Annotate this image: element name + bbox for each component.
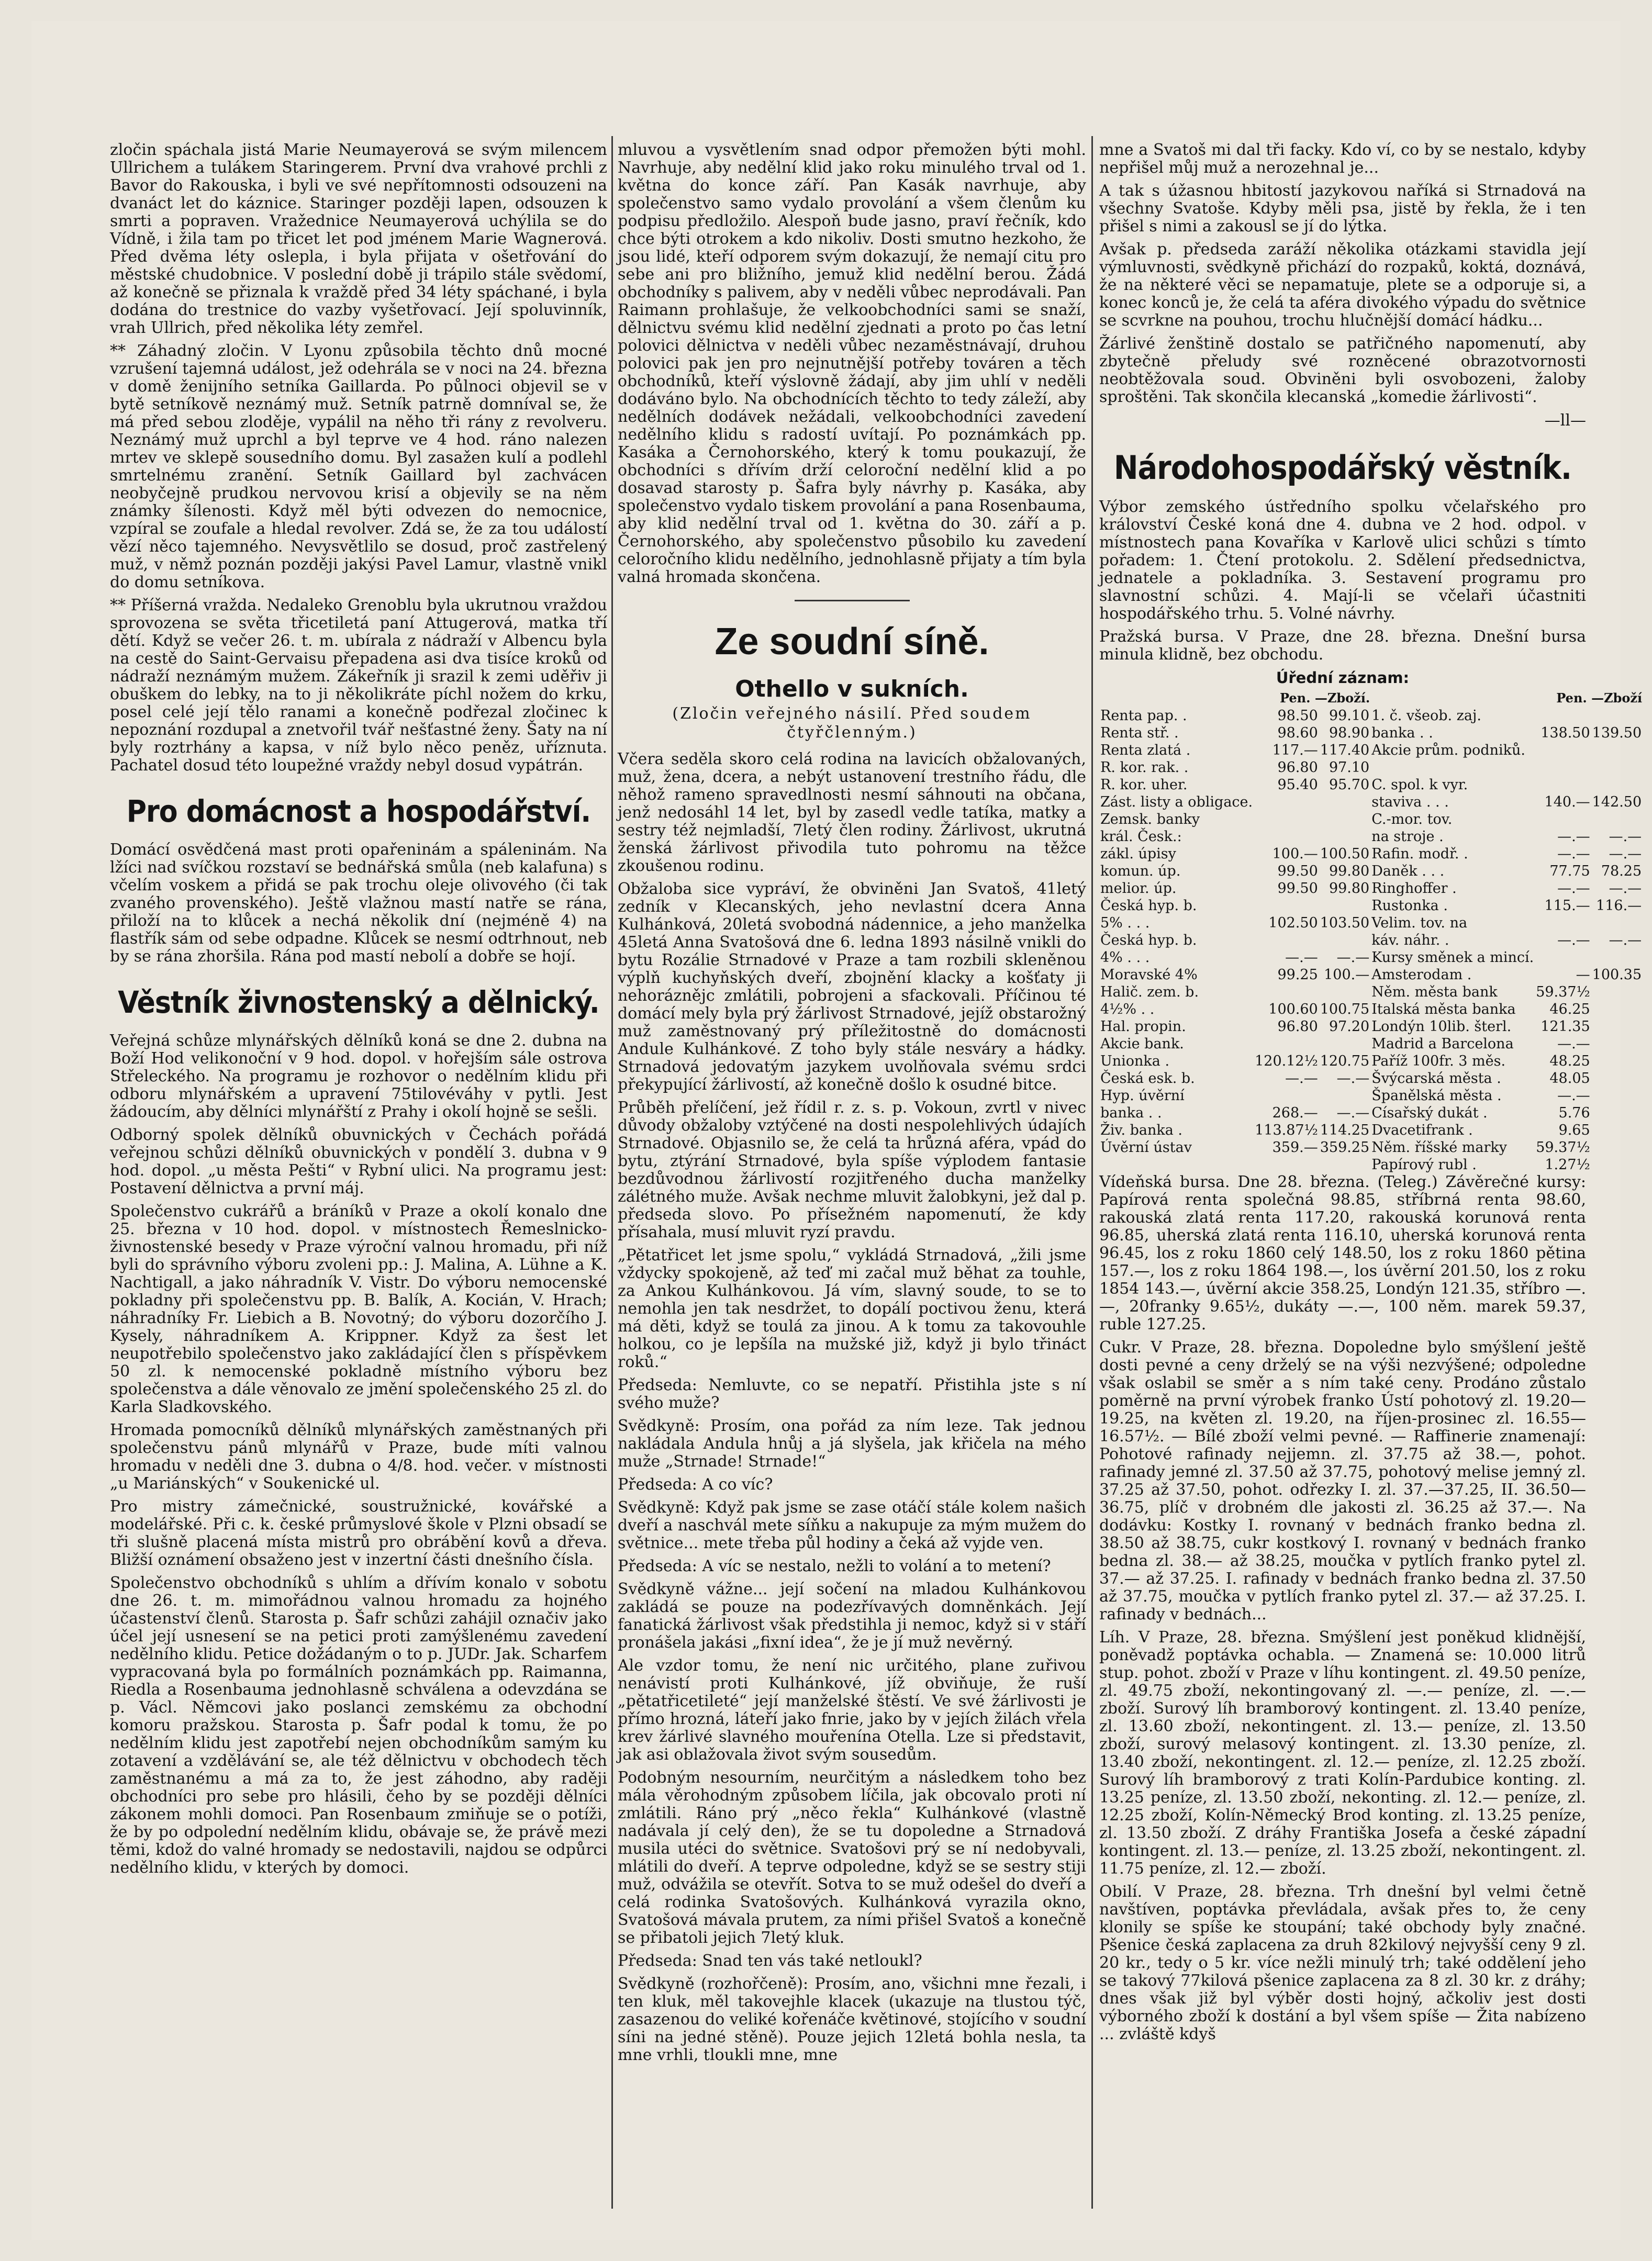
article-paragraph: Veřejná schůze mlynářských dělníků koná se dne 2. dubna na Boží Hod velikonoční v 9 hod. dopol. v hořejším sále ostrova Střeleckého. Na programu je rozhovor o nedělním klidu při odboru mlynářském a upravení 75tilovéváhy v pytli. Jest žádoucím, aby dělníci mlynářští z Prahy i okolí hojně se sešli. xyxy=(110,1031,607,1121)
table-cell xyxy=(1535,811,1591,828)
table-cell: Akcie prům. podniků. xyxy=(1371,742,1525,759)
table-column-header: Pen. —Zboží xyxy=(1556,690,1643,706)
article-paragraph: Avšak p. předseda zaráží několika otázkami stavidla její výmluvnosti, svědkyně přichází do rozpaků, koktá, doznává, že na některé věci se nepamatuje, plete se a odporuje si, a konec konců je, že celá ta aféra divokého výpadu do světnice se scvrkne na pouhou, trochu hlučnější domácí hádku... xyxy=(1099,240,1586,330)
table-cell: Moravské 4% xyxy=(1100,967,1198,983)
table-cell: —.— xyxy=(1285,1070,1318,1087)
table-cell: 100.— xyxy=(1272,846,1318,863)
table-cell: 100.35 xyxy=(1592,967,1642,983)
table-row xyxy=(1099,742,1643,759)
table-cell: —.— xyxy=(1336,1105,1370,1122)
table-cell: banka . . xyxy=(1371,725,1433,742)
table-cell: 99.25 xyxy=(1277,967,1318,983)
table-cell: 48.05 xyxy=(1549,1070,1590,1087)
table-cell: melior. úp. xyxy=(1100,880,1177,897)
section-heading-economy: Národohospodářský věstník. xyxy=(1113,449,1572,487)
table-row xyxy=(1099,1139,1643,1156)
table-row xyxy=(1099,914,1643,932)
article-paragraph: Odborný spolek dělníků obuvnických v Čechách pořádá veřejnou schůzi dělníků obuvnických v pondělí 3. dubna v 9 hod. dopol. „u města Pešti“ v Rybní ulici. Na programu jest: Postavení dělnictva a první máj. xyxy=(110,1125,607,1197)
table-cell: Paříž 100fr. 3 měs. xyxy=(1371,1053,1506,1070)
table-cell: Renta stř. . xyxy=(1100,725,1179,742)
table-cell xyxy=(1254,1087,1319,1104)
article-paragraph: Předseda: Nemluvte, co se nepatří. Přistihla jste s ní svého muže? xyxy=(618,1375,1086,1412)
article-paragraph: mluvou a vysvětlením snad odpor přemožen býti mohl. Navrhuje, aby nedělní klid jako roku minulého trval od 1. května do konce září. Pan Kasák navrhuje, aby společenstvo samo vydalo provolání a všem členům ku podpisu předložilo. Alespoň bude jasno, praví řečník, kdo chce býti otrokem a kdo nikoliv. Dosti smutno hezkoho, že jsou lidé, kteří odporem svým dokazují, že nemají citu pro sebe ani pro bližního, jemuž klid nedělní berou. Žádá obchodníky s palivem, aby v neděli vůbec neprodávali. Pan Raimann prohlašuje, že velkoobchodníci sami se snaží, dělnictvu svému klid nedělní zjednati a proto po čas letní polovici dělnictva v neděli vůbec nezaměstnávají, druhou polovici pak jen pro nejnutnější potřeby továren a těch obchodníků, kteří výslovně žádají, aby jim uhlí v neděli dodáváno bylo. Na obchodnících těchto to tedy záleží, aby nedělních dodávek nežádali, velkoobchodníci zavedení nedělního klidu s radostí uvítají. Po poznámkách pp. Kasáka a Černohorského, který k tomu poukazují, že obchodníci s dřívím drží celoroční nedělní klid a po dosavad starosty p. Šafra byly návrhy p. Kasáka, aby společenstvo vydalo tiskem provolání a pana Rosenbauma, aby klid nedělní trval od 1. května do 30. září a p. Černohorského, aby společenstvo působilo ku zavedení celoročního klidu nedělního, jednohlasně přijaty a tím byla valná hromada skončena. xyxy=(618,141,1086,586)
table-cell: 99.10 xyxy=(1329,708,1370,724)
table-cell: —.— xyxy=(1557,880,1590,897)
table-cell: —.— xyxy=(1557,829,1590,845)
article-paragraph: Pro mistry zámečnické, soustružnické, kovářské a modelářské. Při c. k. české průmyslové škole v Plzni obsadí se tři slušně placená místa mistrů pro obrábění kovů a dřeva. Bližší oznámení obsaženo jest v inzertní části dnešního čísla. xyxy=(110,1497,607,1569)
table-row xyxy=(1099,863,1643,880)
table-cell xyxy=(1591,707,1643,724)
table-cell: Rafin. modř. . xyxy=(1371,846,1468,863)
table-cell: 1. č. všeob. zaj. xyxy=(1371,708,1481,724)
table-cell: —.— xyxy=(1609,932,1642,949)
table-row xyxy=(1099,1156,1643,1173)
column-rule xyxy=(1091,136,1093,2209)
table-cell: 97.20 xyxy=(1329,1018,1370,1035)
article-paragraph: Předseda: A víc se nestalo, nežli to volání a to metení? xyxy=(618,1557,1051,1575)
table-cell: 115.— xyxy=(1544,898,1590,914)
table-cell xyxy=(1535,914,1591,932)
article-paragraph: Společenstvo cukrářů a bráníků v Praze a okolí konalo dne 25. března v 10 hod. dopol. v místnostech Řemeslnicko-živnostenské besedy v Praze výroční valnou hromadu, při níž byli do správního výboru zvoleni pp.: J. Malina, A. Lühne a K. Nachtigall, a jako náhradník V. Vistr. Do výboru nemocenské pokladny při společenstvu pp. B. Balík, A. Kocián, V. Hrach; náhradníky Fr. Liebich a B. Novotný; do výboru dozorčího J. Kysely, náhradníkem A. Krippner. Když za šest let neupotřebilo společenstvo jako zakládající člen s příspěvkem 50 zl. k nemocenské pokladně místního výboru bez společenstva a dále věnovalo ze jmění společenského 25 zl. do Karla Sladkovského. xyxy=(110,1202,607,1416)
article-paragraph: Včera seděla skoro celá rodina na lavicích obžalovaných, muž, žena, dcera, a nebýt ustanovení trestního řádu, dle něhož rameno spravedlnosti nesmí sáhnouti na občana, jenž nedosáhl 14 let, byl by zasedl vedle tatíka, matky a sestry též nejmladší, 7letý člen rodiny. Žárlivost, ukrutná ženská žárlivost přivodila tuto pohromu na těžce zkoušenou rodinu. xyxy=(618,749,1086,875)
table-cell: 5.76 xyxy=(1558,1105,1590,1122)
table-cell: Velim. tov. na xyxy=(1371,915,1468,932)
table-cell: 99.50 xyxy=(1277,863,1318,880)
table-cell: 96.80 xyxy=(1277,759,1318,776)
section-heading-court: Ze soudní síně. xyxy=(715,621,989,663)
table-cell: 268.— xyxy=(1272,1105,1318,1122)
table-cell: 114.25 xyxy=(1320,1122,1370,1139)
article-paragraph: zločin spáchala jistá Marie Neumayerová se svým milencem Ullrichem a tulákem Staringerem. První dva vrahové prchli z Bavor do Rakouska, i byli ve své nepřítomnosti odsouzeni na dvanáct let do káznice. Staringer později lapen, odsouzen k smrti a popraven. Vražednice Neumayerová uchýlila se do Vídně, i žila tam po třicet let pod jménem Marie Wagnerová. Před dvěma léty oslepla, i byla přijata v ošetřování do městské chudobnice. V poslední době ji trápilo stále svědomí, až konečně se přiznala k vraždě před 34 léty spáchané, i byla dodána do trestnice do vazby vyšetřovací. Její spoluvinník, vrah Ullrich, před několika léty zemřel. xyxy=(110,141,607,337)
table-cell: 97.10 xyxy=(1329,759,1370,776)
table-cell: 117.40 xyxy=(1320,742,1370,759)
article-title: Othello v sukních. xyxy=(735,675,969,702)
article-paragraph: ** Záhadný zločin. V Lyonu způsobila těchto dnů mocné vzrušení tajemná událost, jež odehrála se v noci na 24. března v domě ženijního setníka Gaillarda. Po půlnoci objevil se v bytě setníkově neznámý muž. Setník patrně domníval se, že má před sebou zloděje, vypálil na něho tři rány z revolveru. Neznámý muž uprchl a byl teprve ve 4 hod. ráno nalezen mrtev ve sklepě sousedního domu. Byl zasažen kulí a podlehl smrtelnému zranění. Setník Gaillard byl zachvácen neobyčejně prudkou nervovou krisí a objevily se na něm známky šílenosti. Když měl býti odvezen do nemocnice, vzpíral se zoufale a hledal revolver. Zdá se, že za tou událostí vězí něco tajemného. Nevysvětlilo se dosud, proč zastřelený muž, v němž poznán později jakýsi Pavel Lamur, vlastně vnikl do domu setníkova. xyxy=(110,342,607,591)
table-cell: Česká esk. b. xyxy=(1100,1070,1195,1087)
table-cell xyxy=(1319,1156,1370,1173)
table-cell: C. spol. k vyr. xyxy=(1371,777,1468,793)
article-subtitle: (Zločin veřejného násilí. Před soudem čtyřčlenným.) xyxy=(672,704,1032,742)
table-cell: 98.60 xyxy=(1277,725,1318,742)
end-mark: —ll— xyxy=(1544,411,1586,430)
table-cell: 100.75 xyxy=(1320,1001,1370,1018)
table-cell: 48.25 xyxy=(1549,1053,1590,1070)
table-cell xyxy=(1591,776,1643,793)
table-cell: Unionka . xyxy=(1100,1053,1170,1070)
table-cell: káv. náhr. . xyxy=(1371,932,1449,949)
table-cell: Londýn 10lib. šterl. xyxy=(1371,1018,1512,1035)
table-cell xyxy=(1319,983,1370,1001)
article-paragraph: Vídeňská bursa. Dne 28. března. (Teleg.) Závěrečné kursy: Papírová renta společná 98.85, stříbrná renta 98.60, rakouská zlatá renta 117.20, rakouská korunová renta 96.85, uherská zlatá renta 116.10, uherská korunová renta 96.45, los z roku 1860 celý 148.50, los z roku 1860 pětina 157.—, los z roku 1864 198.—, los úvěrní 201.50, los z roku 1854 143.—, úvěrní akcie 358.25, Londýn 121.35, stříbro —.—, 20franky 9.65½, dukáty —.—, 100 něm. marek 59.37, ruble 127.25. xyxy=(1099,1173,1586,1334)
table-cell xyxy=(1535,776,1591,793)
table-row xyxy=(1099,932,1643,949)
table-cell: 102.50 xyxy=(1268,915,1318,932)
table-cell xyxy=(1591,1104,1643,1122)
table-cell: 138.50 xyxy=(1541,725,1590,742)
table-cell: Renta pap. . xyxy=(1100,708,1187,724)
table-cell: 142.50 xyxy=(1592,794,1642,811)
article-paragraph: Svědkyně: Prosím, ona pořád za ním leze. Tak jednou nakládala Andula hnůj a já slyšela, jak křičela na mého muže „Strnade! Strnade!“ xyxy=(618,1416,1086,1471)
table-cell: Ringhoffer . xyxy=(1371,880,1457,897)
table-cell: 95.40 xyxy=(1277,777,1318,793)
table-cell: 99.80 xyxy=(1329,863,1370,880)
table-cell xyxy=(1370,759,1535,776)
table-cell: 1.27½ xyxy=(1545,1157,1590,1173)
table-cell xyxy=(1591,1087,1643,1104)
article-paragraph: Domácí osvědčená mast proti opařeninám a spáleninám. Na lžíci nad svíčkou rozstaví se bednářská smůla (neb kalafuna) s včelím voskem a přidá se pak trochu oleje olivového (či tak zvaného provenského). Ještě vlažnou mastí natře se rána, přiloží na to klůcek a nechá několik dní (nejméně 4) na flastřík sám od sebe odpadne. Klůcek se nesmí odtrhnout, neb by se rána zhoršila. Rána pod mastí nebolí a dobře se hojí. xyxy=(110,840,607,966)
table-cell: —.— xyxy=(1609,829,1642,845)
table-cell: —.— xyxy=(1609,846,1642,863)
table-cell xyxy=(1591,1001,1643,1018)
table-cell xyxy=(1591,759,1643,776)
table-cell xyxy=(1535,707,1591,724)
table-cell xyxy=(1591,1139,1643,1156)
table-cell: 359.25 xyxy=(1320,1139,1370,1156)
column-middle xyxy=(618,21,1086,2240)
table-row xyxy=(1099,1018,1643,1035)
column-rule xyxy=(611,136,613,2209)
table-cell: 100.50 xyxy=(1320,846,1370,863)
table-cell: 78.25 xyxy=(1601,863,1642,880)
article-paragraph: A tak s úžasnou hbitostí jazykovou naříká si Strnadová na všechny Svatoše. Kdyby měli psa, jistě by řekla, že i ten přišel s nimi a zakousl se jí do lýtka. xyxy=(1099,182,1586,236)
table-cell: na stroje . xyxy=(1371,829,1444,845)
article-paragraph: Cukr. V Praze, 28. března. Dopoledne bylo smýšlení ještě dosti pevné a ceny drželý se na výši nezvýšené; odpoledne však oslabil se směr a s ním také ceny. Prodáno zůstalo poměrně na první výrobek franko Ústí pohotový zl. 19.20—19.25, na květen zl. 19.20, na říjen-prosinec zl. 16.55—16.57½. — Bílé zboží velmi pevné. — Raffinerie znamenají: Pohotové rafinady nejjemn. zl. 37.75 až 38.—, pohot. rafinady jemné zl. 37.50 až 37.75, pohotový melise jemný zl. 37.25 až 37.50, pohot. odřezky I. zl. 37.—37.25, II. 36.50—36.75, plíč v drobném dle jakosti zl. 36.25 až 37.—. Na dodávku: Kostky I. rovnaný v bednách franko bedna zl. 38.50 až 38.75, cukr kostkový I. rovnaný v bednách franko bedna zl. 38.— až 38.25, moučka v pytlích franko pytel zl. 37.— až 37.25. I. rafinady v bednách franko bedna zl. 37.50 až 37.75, moučka v pytlích franko pytel zl. 37.— až 37.25. I. rafinady v bednách... xyxy=(1099,1338,1586,1624)
table-cell: — xyxy=(1576,967,1590,983)
article-paragraph: Obilí. V Praze, 28. března. Trh dnešní byl velmi četně navštíven, poptávka převládala, avšak přes to, že ceny klonily se spíše ke stoupání; také obchody byly značné. Pšenice česká zaplacena za druh 82kilový nejvyšší ceny 9 zl. 20 kr., tedy o 5 kr. více nežli minulý trh; také oddělení jeho se takový 77kilová pšenice zaplacena za 8 zl. 30 kr. z dráhy; dnes však již byl výběr dosti hojný, ačkoliv jest dosti výborného zboží k dostání a byl všem spíše — Žita nabízeno ... zvláště kdyš xyxy=(1099,1883,1586,2044)
table-row xyxy=(1099,983,1643,1001)
table-cell xyxy=(1591,742,1643,759)
table-cell: 77.75 xyxy=(1549,863,1590,880)
table-cell xyxy=(1591,1035,1643,1053)
article-paragraph: Svědkyně: Když pak jsme se zase otáčí stále kolem našich dveří a naschvál mete síňku a nakupuje za mým mužem do světnice... mete třeba půl hodiny a čeká až vyjde ven. xyxy=(618,1498,1086,1552)
table-cell: 120.12½ xyxy=(1255,1053,1318,1070)
table-row xyxy=(1099,724,1643,742)
table-cell xyxy=(1254,932,1319,949)
table-cell: 59.37½ xyxy=(1536,984,1590,1001)
table-cell xyxy=(1591,1122,1643,1139)
table-cell xyxy=(1319,932,1370,949)
table-cell: —.— xyxy=(1336,949,1370,966)
table-cell: Rustonka . xyxy=(1371,898,1448,914)
table-cell: 98.90 xyxy=(1329,725,1370,742)
table-cell: Hyp. úvěrní xyxy=(1100,1088,1185,1104)
table-row xyxy=(1099,759,1643,776)
article-paragraph: „Pětatřicet let jsme spolu,“ vykládá Strnadová, „žili jsme vždycky spokojeně, až teď mi začal muž běhat za touhle, za Ankou Kulhánkovou. Já vím, slavný soude, to se to nemohla jen tak nesdržet, to dopálí poctivou ženu, která má děti, když se toulá za jinou. A k tomu za takovouhle holkou, co je lepšíla na mužské již, když ji bylo třináct roků.“ xyxy=(618,1246,1086,1371)
table-cell xyxy=(1535,759,1591,776)
table-row xyxy=(1099,1087,1643,1104)
table-cell xyxy=(1319,897,1370,914)
table-cell: 121.35 xyxy=(1541,1018,1590,1035)
table-cell xyxy=(1254,793,1319,811)
table-row xyxy=(1099,828,1643,845)
table-cell: 120.75 xyxy=(1320,1053,1370,1070)
table-cell xyxy=(1319,811,1370,828)
table-cell: —.— xyxy=(1609,880,1642,897)
table-cell xyxy=(1591,1070,1643,1087)
table-cell: 359.— xyxy=(1272,1139,1318,1156)
article-paragraph: mne a Svatoš mi dal tři facky. Kdo ví, co by se nestalo, kdyby nepřišel můj muž a nerozehnal je... xyxy=(1099,141,1586,177)
table-cell: Halič. zem. b. xyxy=(1100,984,1199,1001)
table-cell: 140.— xyxy=(1544,794,1590,811)
table-cell: Hal. propin. xyxy=(1100,1018,1186,1035)
table-row xyxy=(1099,811,1643,828)
article-paragraph: Svědkyně vážne... její sočení na mladou Kulhánkovou zakládá se pouze na podezřívavých domněnkách. Její fanatická žárlivost však předstihla ji nemoc, když si v stáří pronášela jakási „fixní idea“, že je jí muž nevěrný. xyxy=(618,1580,1086,1652)
table-cell: 4½% . . xyxy=(1100,1001,1155,1018)
table-cell xyxy=(1591,1053,1643,1070)
article-paragraph: Obžaloba sice vypráví, že obviněni Jan Svatoš, 41letý zedník v Klecanských, jeho nevlastní dcera Anna Kulhánková, 20letá svobodná nádennice, a jeho manželka 45letá Anna Svatošová dne 6. ledna 1893 násilně vnikli do bytu Rozálie Strnadové v Praze a tam rozbili skleněnou výplň kuchyňských dveří, zbojnění klacky a košťaty ji nehoráznějc zmlátili, pobrojeni a sfackovali. Příčinou té domácí mely byla prý žárlivost Strnadové, jejíž obstarožný muž zaměstnovaný prý příležitostně do domácnosti Andule Kulhánkové. Z toho byly stále nesváry a hádky. Strnadová jedovatým jazykem uvolňovala svému srdci překypující žárlivostí, až konečně došlo k osudné bitce. xyxy=(618,879,1086,1094)
table-cell: 4% . . . xyxy=(1100,949,1150,966)
table-cell: banka . . xyxy=(1100,1105,1162,1122)
table-row xyxy=(1099,897,1643,914)
table-cell xyxy=(1591,914,1643,932)
article-paragraph: Svědkyně (rozhořčeně): Prosím, ano, všichni mne řezali, i ten kluk, měl takovejhle klacek (ukazuje na tlustou týč, zasazenou do veliké kořenáče květinové, stojícího v soudní síni na jedné stěně). Pouze jejich 12letá bohla nesla, ta mne vrhli, tloukli mne, mne xyxy=(618,1974,1086,2064)
table-cell xyxy=(1254,983,1319,1001)
table-cell: 113.87½ xyxy=(1255,1122,1318,1139)
table-cell: komun. úp. xyxy=(1100,863,1181,880)
table-cell xyxy=(1535,949,1591,966)
table-cell: 98.50 xyxy=(1277,708,1318,724)
table-cell xyxy=(1319,793,1370,811)
section-heading-household: Pro domácnost a hospodářství. xyxy=(126,793,591,829)
table-cell: 103.50 xyxy=(1320,915,1370,932)
table-cell: 5% . . . xyxy=(1100,915,1150,932)
table-cell: —.— xyxy=(1285,949,1318,966)
table-row xyxy=(1099,1070,1643,1087)
table-cell: —.— xyxy=(1557,846,1590,863)
table-cell: Něm. říšské marky xyxy=(1371,1139,1508,1156)
table-cell xyxy=(1254,1035,1319,1053)
table-row xyxy=(1099,707,1643,724)
table-cell xyxy=(1254,897,1319,914)
table-cell: Císařský dukát . xyxy=(1371,1105,1488,1122)
table-cell: 139.50 xyxy=(1592,725,1642,742)
table-cell: 46.25 xyxy=(1549,1001,1590,1018)
article-paragraph: Předseda: Snad ten vás také netloukl? xyxy=(618,1951,922,1970)
table-cell: Madrid a Barcelona xyxy=(1371,1036,1514,1053)
article-paragraph: Společenstvo obchodníků s uhlím a dřívím konalo v sobotu dne 26. t. m. mimořádnou valnou hromadu za hojného účastenství členů. Starosta p. Šafr schůzi zahájil označiv jako účel její usnesení se na petici proti zamýšlenému zavedení nedělního klidu. Petice dožádaným o to p. JUDr. Jak. Scharfem vypracovaná byla po formálních poznámkách pp. Raimanna, Riedla a Rosenbauma jednohlasně schválena a odevzdána se p. Václ. Němcovi jako poslanci zemskému za obchodní komoru pražskou. Starosta p. Šafr podal k tomu, že po nedělním klidu jest zapotřebí nejen obchodníkům samým ku zotavení a vzdělávání se, ale též dělnictvu v obchodech těch zaměstnanému a má za to, že jest záhodno, aby raději obchodníci pro sebe pro hlásili, čeho by se později dělníci zákonem mohli domoci. Pan Rosenbaum zmiňuje se o potíži, že by po odpolední nedělním klidu, obávaje se, že právě mezi těmi, kdož do valné hromady se nedostavili, najdou se odpůrci nedělního klidu, v kterých by domoci. xyxy=(110,1573,607,1877)
table-cell: 100.60 xyxy=(1268,1001,1318,1018)
table-cell: 96.80 xyxy=(1277,1018,1318,1035)
table-cell: Italská města banka xyxy=(1371,1001,1516,1018)
table-cell: Amsterodam . xyxy=(1371,967,1472,983)
column-left xyxy=(110,21,607,2240)
table-cell xyxy=(1591,1018,1643,1035)
table-cell: 59.37½ xyxy=(1536,1139,1590,1156)
table-cell: Kursy směnek a mincí. xyxy=(1371,949,1534,966)
article-paragraph: Výbor zemského ústředního spolku včelařského pro království České koná dne 4. dubna ve 2 hod. odpol. v místnostech pana Kovaříka v Karlově ulici schůzi s tímto pořadem: 1. Čtení protokolu. 2. Sdělení předsednictva, jednatele a pokladníka. 3. Sestavení programu pro slavnostní schůzi. 4. Mají-li se včelaři účastniti hospodářského trhu. 5. Volné návrhy. xyxy=(1099,498,1586,623)
article-paragraph: Ale vzdor tomu, že není nic určitého, plane zuřivou nenávistí proti Kulhánkové, jíž obviňuje, že ruší „pětatřicetileté“ její manželské štěstí. Ve své žárlivosti je přímo hrozná, láteří jako fnrie, jako by v jejích žilách vřela krev žárlivé slavného mouřenína Otella. Lze si představit, jak asi oblažovala život svým sousedům. xyxy=(618,1656,1086,1764)
table-row xyxy=(1099,845,1643,863)
table-cell xyxy=(1099,1156,1254,1173)
table-cell: Něm. města bank xyxy=(1371,984,1498,1001)
article-paragraph: Průběh přelíčení, jež řídil r. z. s. p. Vokoun, zvrtl v nivec důvody obžaloby vztýčené na dosti nespolehlivých údajích Strnadové. Objasnilo se, že celá ta hrůzná aféra, vpád do bytu, ztýrání Strnadové, byla spíše výplodem fantasie bezdůvodnou žárlivostí rozjitřeného ducha manželky zálétného muže. Avšak nechme mluvit žalobkyni, jež dal p. předseda slovo. Po přísežném napomenutí, že kdy přísahala, musí mluvit ryzí pravdu. xyxy=(618,1098,1086,1241)
table-cell xyxy=(1535,742,1591,759)
table-cell xyxy=(1591,811,1643,828)
table-cell: 9.65 xyxy=(1558,1122,1590,1139)
table-cell xyxy=(1591,949,1643,966)
table-cell: R. kor. rak. . xyxy=(1100,759,1189,776)
table-cell: 116.— xyxy=(1596,898,1642,914)
table-row xyxy=(1099,1104,1643,1122)
table-cell xyxy=(1319,1035,1370,1053)
article-paragraph: Předseda: A co víc? xyxy=(618,1475,773,1494)
table-cell xyxy=(1319,828,1370,845)
separator-rule xyxy=(795,600,910,601)
table-cell xyxy=(1319,1087,1370,1104)
table-cell: 99.50 xyxy=(1277,880,1318,897)
table-cell: 99.80 xyxy=(1329,880,1370,897)
article-paragraph: Podobným nesourním, neurčitým a následkem toho bez mála věrohodným způsobem líčila, jak obcovalo proti ní zmlátili. Ráno prý „něco řekla“ Kulhánkové (vlastně nadávala jí celý den), že se tu dopoledne a Strnadová musila utéci do světnice. Svatošovi prý se ní nedobyvali, mlátili do dveří. A teprve odpoledne, když se se sestry stiji muž, odvážila se otevřít. Sotva to se muž odešel do dveří a celá rodinka Svatošových. Kulhánková vyrazila okno, Svatošová mávala prutem, za ními přišel Svatoš a konečně se přibatoli jejich 7letý kluk. xyxy=(618,1768,1086,1947)
table-cell: —.— xyxy=(1557,932,1590,949)
table-column-header: Pen. —Zboží. xyxy=(1279,690,1370,706)
article-paragraph: Žárlivé ženštině dostalo se patřičného napomenutí, aby zbytečně přeludy své rozněcené obrazotvornosti neobtěžovala soud. Obviněni byli osvobozeni, žaloby sproštěni. Tak skončila klecanská „komedie žárlivosti“. xyxy=(1099,334,1586,406)
article-paragraph: Pražská bursa. V Praze, dne 28. března. Dnešní bursa minula klidně, bez obchodu. xyxy=(1099,628,1586,664)
newspaper-page xyxy=(31,21,1643,2240)
table-cell: 100.— xyxy=(1324,967,1370,983)
table-cell xyxy=(1591,983,1643,1001)
table-cell: Renta zlatá . xyxy=(1100,742,1191,759)
table-cell: Španělská města . xyxy=(1371,1088,1502,1104)
table-row xyxy=(1099,793,1643,811)
table-cell xyxy=(1254,828,1319,845)
table-cell xyxy=(1254,811,1319,828)
article-paragraph: ** Příšerná vražda. Nedaleko Grenoblu byla ukrutnou vraždou sprovozena se světa třicetiletá paní Attugerová, matka tří dětí. Když se večer 26. t. m. ubírala z nádraží v Albencu byla na cestě do Saint-Gervaisu přepadena asi dva tisíce kroků od nádraží neznámým mužem. Zákeřník ji srazil k zemi uděřiv ji obuškem do lebky, na to ji několikráte píchl nožem do krku, posel celé její tělo ranami a konečně podřezal zločinec k nepoznání rozdupal a znetvořil tvář nešťastné ženy. Šaty na ní byly roztrhány a kapsa, v níž bylo něco peněz, uříznuta. Pachatel dosud této loupežné vraždy nebyl dosud vypátrán. xyxy=(110,596,607,775)
column-right xyxy=(1099,21,1643,2240)
table-cell: Zást. listy a obligace. xyxy=(1100,794,1253,811)
table-cell: Dvacetifrank . xyxy=(1371,1122,1473,1139)
table-cell: R. kor. uher. xyxy=(1100,777,1188,793)
table-cell: zákl. úpisy xyxy=(1100,846,1176,863)
table-cell: —.— xyxy=(1557,1088,1590,1104)
table-cell: —.— xyxy=(1336,1070,1370,1087)
table-cell xyxy=(1254,1156,1319,1173)
table-row xyxy=(1099,949,1643,966)
section-heading-trade: Věstník živnostenský a dělnický. xyxy=(118,984,599,1020)
table-cell: Česká hyp. b. xyxy=(1100,932,1197,949)
table-cell: Daněk . . . xyxy=(1371,863,1445,880)
table-cell: 95.70 xyxy=(1329,777,1370,793)
article-paragraph: Hromada pomocníků dělníků mlynářských zaměstnaných při společenstvu pánů mlynářů v Praze, bude míti valnou hromadu v neděli dne 3. dubna o 4/8. hod. večer. v místnosti „u Mariánských“ v Soukenické ul. xyxy=(110,1420,607,1493)
table-cell: Zemsk. banky xyxy=(1100,811,1200,828)
table-cell: Akcie bank. xyxy=(1100,1036,1184,1053)
table-cell: Švýcarská města . xyxy=(1371,1070,1501,1087)
table-row xyxy=(1099,1053,1643,1070)
table-row xyxy=(1099,966,1643,983)
table-cell: král. Česk.: xyxy=(1100,829,1182,845)
table-cell: Papírový rubl . xyxy=(1371,1157,1477,1173)
table-row xyxy=(1099,1122,1643,1139)
table-row xyxy=(1099,880,1643,897)
table-row xyxy=(1099,1001,1643,1018)
exchange-rates-table xyxy=(1099,689,1643,1173)
table-cell: C.-mor. tov. xyxy=(1371,811,1453,828)
table-cell: 117.— xyxy=(1272,742,1318,759)
table-cell: Živ. banka . xyxy=(1100,1122,1183,1139)
article-paragraph: Líh. V Praze, 28. března. Smýšlení jest poněkud klidnější, poněvadž poptávka ochabla. — Znamená se: 10.000 litrů stup. pohot. zboží v Praze v líhu kontingent. zl. 49.50 peníze, zl. 49.75 zboží, nekontingovaný zl. —.— peníze, zl. —.— zboží. Surový líh bramborový kontingent. zl. 13.40 peníze, zl. 13.60 zboží, nekontingent. zl. 13.— peníze, zl. 13.50 zboží, surový melasový kontingent. zl. 13.30 peníze, zl. 13.40 zboží, nekontingent. zl. 12.— peníze, zl. 12.25 zboží. Surový líh bramborový z trati Kolín-Pardubice konting. zl. 13.25 peníze, zl. 13.50 zboží, nekonting. zl. 12.— peníze, zl. 12.25 zboží, Kolín-Německý Brod konting. zl. 13.25 peníze, zl. 13.50 zboží. Z dráhy Františka Josefa a české západní kontingent. zl. 13.— peníze, zl. 13.25 zboží, nekontingent. zl. 11.75 peníze, zl. 12.— zboží. xyxy=(1099,1628,1586,1878)
table-cell: Úvěrní ústav xyxy=(1100,1139,1192,1156)
table-row xyxy=(1099,776,1643,793)
table-row xyxy=(1099,1035,1643,1053)
table-cell: Česká hyp. b. xyxy=(1100,898,1197,914)
table-cell: —.— xyxy=(1557,1036,1590,1053)
table-cell xyxy=(1591,1156,1643,1173)
exchange-table-heading: Úřední záznam: xyxy=(1276,669,1410,687)
table-cell: staviva . . . xyxy=(1371,794,1449,811)
